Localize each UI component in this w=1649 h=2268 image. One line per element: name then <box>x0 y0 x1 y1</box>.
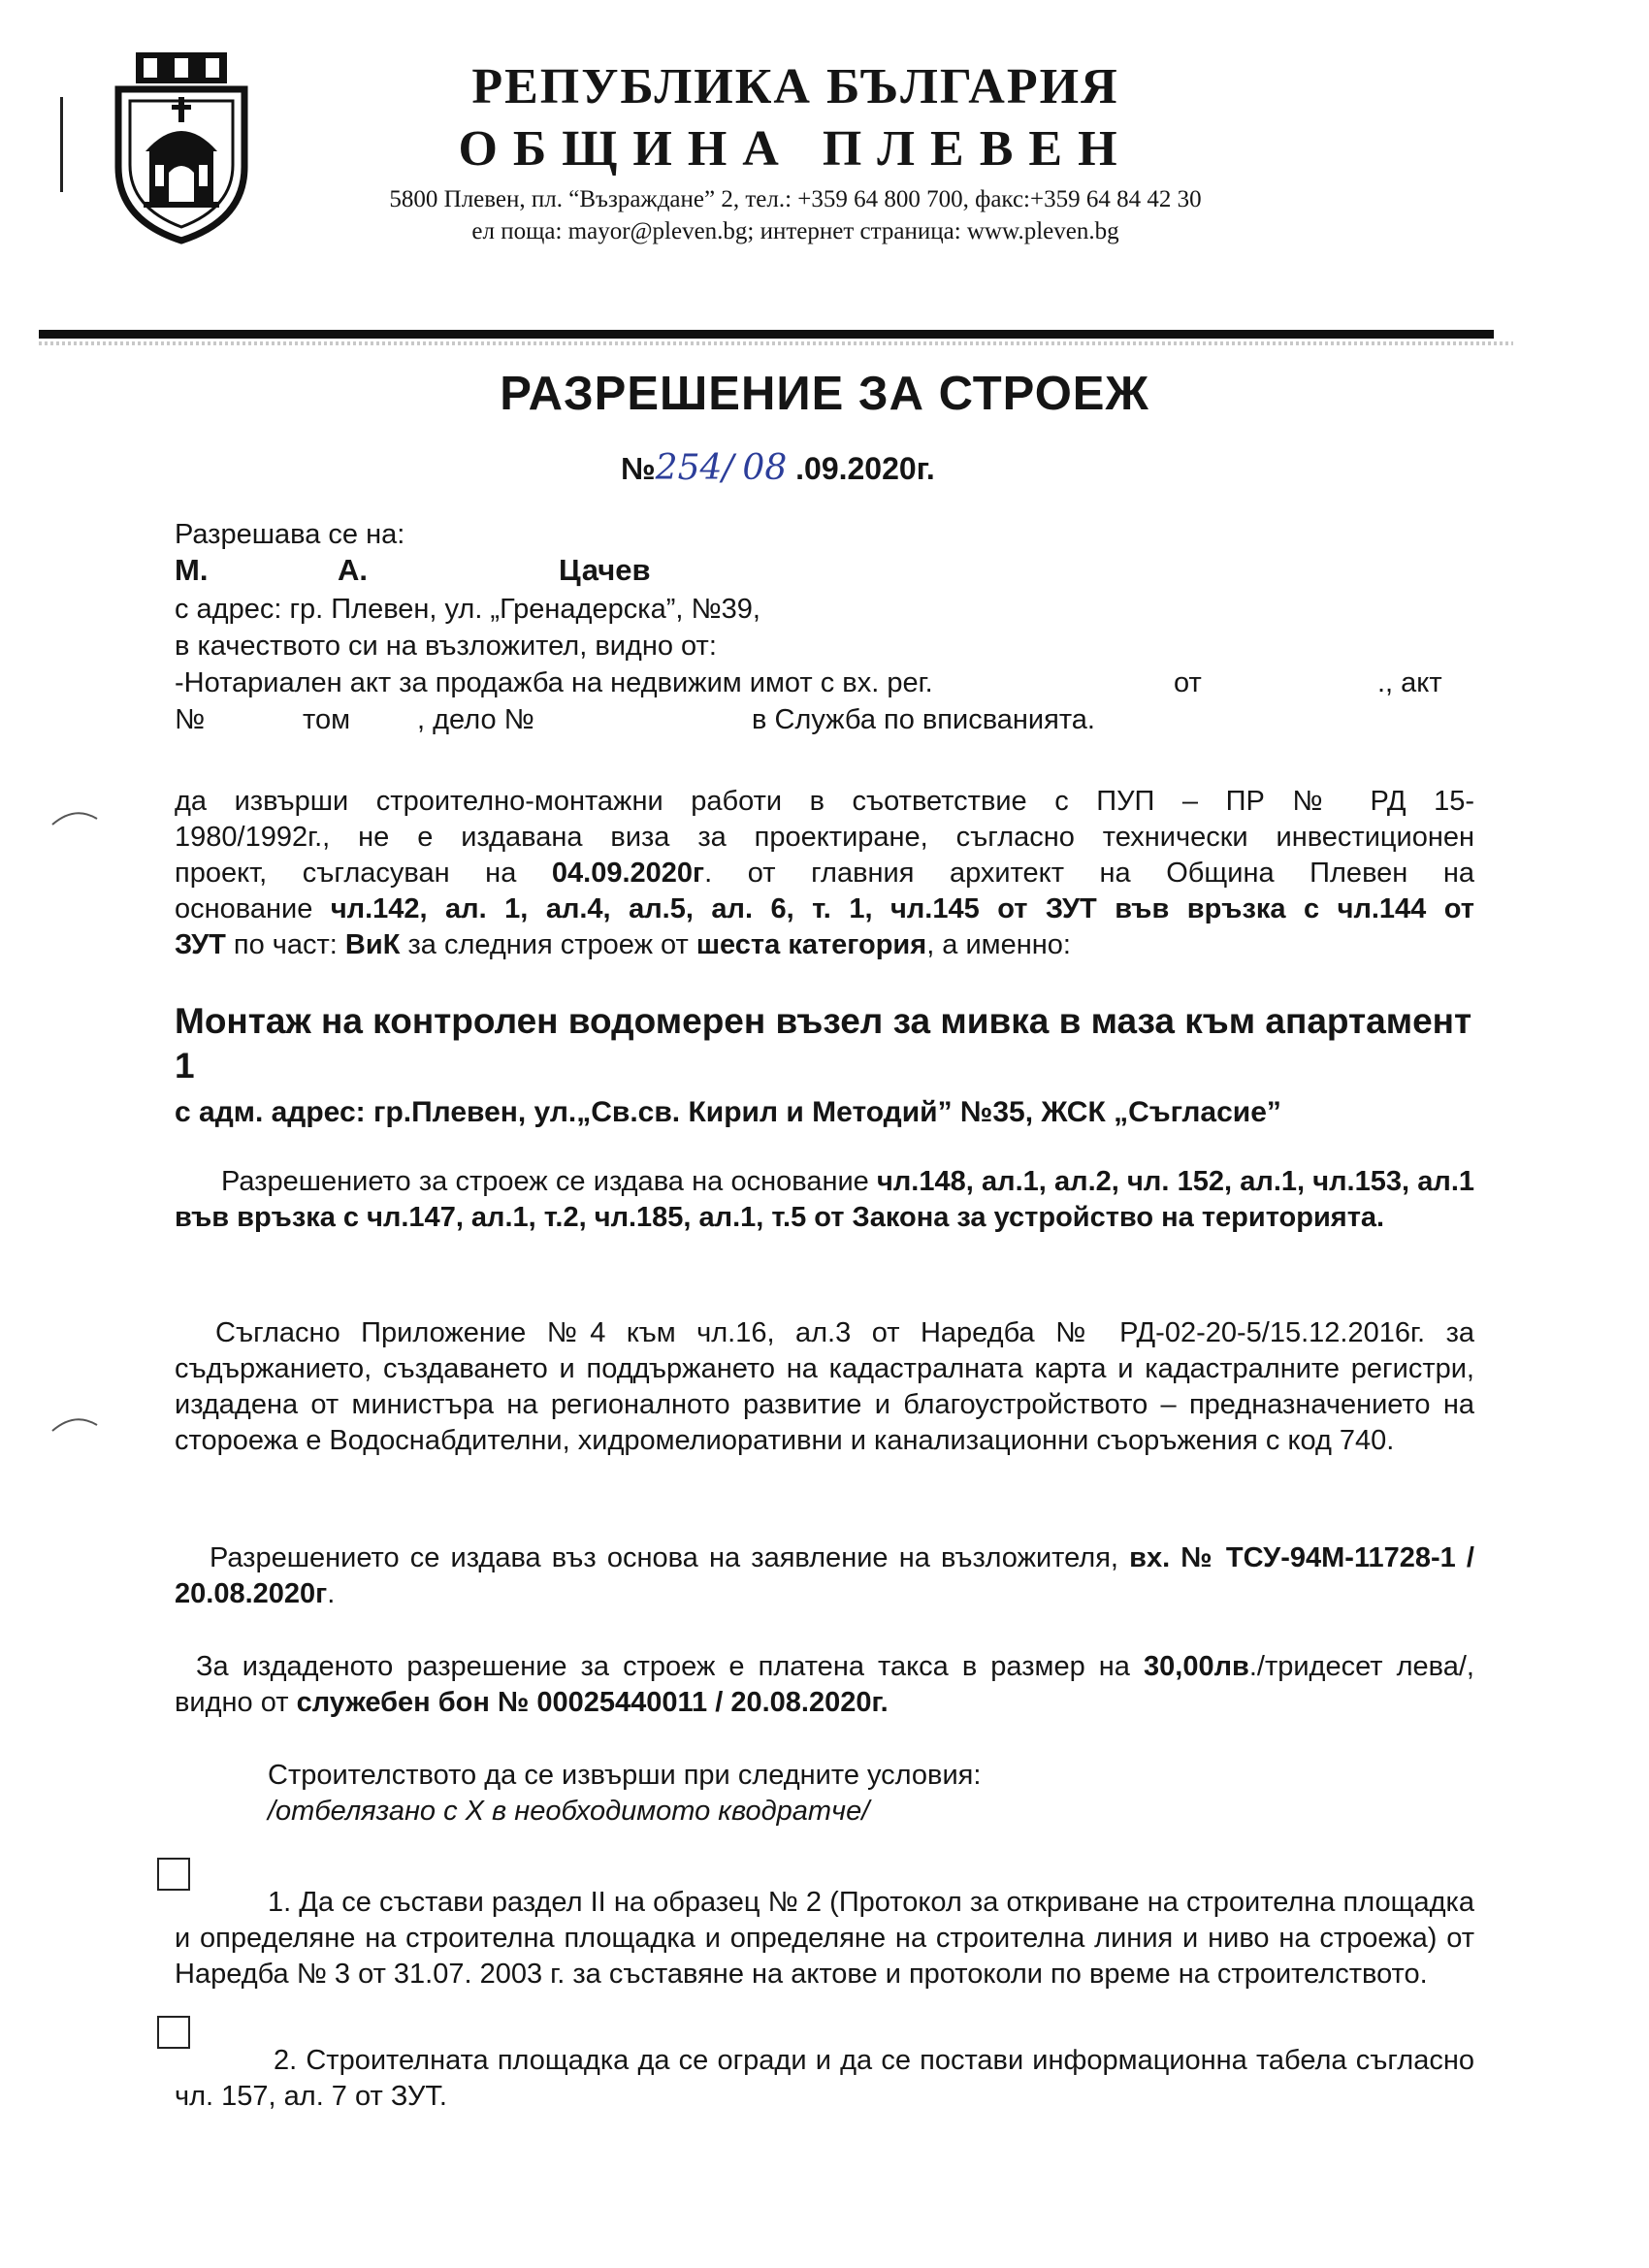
header-divider-dotted <box>39 341 1513 345</box>
grant-intro: Разрешава се на: <box>175 519 405 550</box>
scope-line-4-text: основание <box>175 893 331 924</box>
deed-line-2-volume: том <box>303 704 351 735</box>
fee-amount: 30,00лв <box>1144 1651 1249 1682</box>
application-end: . <box>327 1578 336 1609</box>
law-abbr: ЗУТ <box>175 929 226 960</box>
legal-basis-articles: чл.142, ал. 1, ал.4, ал.5, ал. 6, т. 1, чл.145 от ЗУТ във връзка с чл.144 от <box>330 893 1474 924</box>
deed-line-1-act: ., акт <box>1377 667 1442 698</box>
scope-line-3-rest: . от главния архитект на Община Плевен на <box>704 858 1474 889</box>
grantee-capacity: в качеството си на възложител, видно от: <box>175 631 717 662</box>
margin-mark <box>60 97 63 192</box>
scope-category-label: за следния строеж от <box>400 929 696 960</box>
number-prefix: № <box>621 451 656 486</box>
grantee-middle-name: А. <box>338 553 368 587</box>
punch-hole-mark-icon <box>50 1411 99 1433</box>
condition-2-text: 2. Строителната площадка да се огради и да се постави информационна табела съгласно чл. 157, ал. 7 от ЗУТ. <box>175 2045 1474 2112</box>
fee-words: ./тридесет лева/, видно от <box>175 1651 1474 1718</box>
document-title: РАЗРЕШЕНИЕ ЗА СТРОЕЖ <box>500 368 1149 420</box>
work-address: с адм. адрес: гр.Плевен, ул.„Св.св. Кирил и Методий” №35, ЖСК „Съгласие” <box>175 1096 1281 1128</box>
scope-part: ВиК <box>344 929 401 960</box>
application-text: Разрешението се издава въз основа на заявление на възложителя, <box>210 1542 1130 1573</box>
municipality-contacts: ел поща: mayor@pleven.bg; интернет страница: www.pleven.bg <box>471 218 1119 244</box>
condition-1-text: 1. Да се състави раздел II на образец № 2 (Протокол за откриване на строителна площадка и определяне на строителна площадка и определяне на строителна линия и ниво на строежа) от Наредба № 3 от 31.07. 2003 г. за съставяне на актове и протоколи по време на строителството. <box>175 1887 1474 1990</box>
scope-line-5 <box>175 927 1071 962</box>
handwritten-number: 254 <box>655 448 723 488</box>
issuance-basis <box>175 1164 1474 1236</box>
conditions-note: /отбелязано с Х в необходимото кводратче/ <box>268 1796 870 1827</box>
grantee-address: с адрес: гр. Плевен, ул. „Гренадерска”, №39, <box>175 594 760 625</box>
punch-hole-mark-icon <box>50 805 99 826</box>
document-number <box>621 448 935 488</box>
deed-line-1: -Нотариален акт за продажба на недвижим имот с вх. рег. <box>175 667 933 698</box>
scope-line-5-end: , а именно: <box>926 929 1071 960</box>
deed-line-2-registry: в Служба по вписванията. <box>752 704 1095 735</box>
municipality-address: 5800 Плевен, пл. “Възраждане” 2, тел.: +359 64 800 700, факс:+359 64 84 42 30 <box>389 186 1202 212</box>
approval-date: 04.09.2020г <box>551 858 705 889</box>
scope-line-4 <box>175 891 1474 926</box>
grantee-first-name: М. <box>175 553 209 587</box>
conditions-heading: Строителството да се извърши при следните условия: <box>268 1760 982 1791</box>
deed-line-2-no: № <box>175 704 206 735</box>
work-title: Монтаж на контролен водомерен възел за мивка в маза към апартамент 1 <box>175 1001 1472 1085</box>
scope-line-1: да извърши строително-монтажни работи в съответствие с ПУП – ПР № РД 15- <box>175 786 1474 817</box>
header-divider <box>39 330 1494 339</box>
fee-text: За издаденото разрешение за строеж е платена такса в размер на <box>196 1651 1144 1682</box>
fee-paragraph <box>175 1649 1474 1721</box>
issuance-basis-articles: чл.148, ал.1, ал.2, чл. 152, ал.1, чл.153, ал.1 във връзка с чл.147, ал.1, т.2, чл.185, ал.1, т.5 от Закона за устройство на територията. <box>175 1166 1475 1233</box>
country-name: РЕПУБЛИКА БЪЛГАРИЯ <box>471 59 1119 114</box>
scope-part-label: по част: <box>225 929 345 960</box>
issuance-basis-text: Разрешението за строеж се издава на основание <box>221 1166 878 1197</box>
application-reference: вх. № ТСУ-94М-11728-1 / 20.08.2020г <box>175 1542 1474 1609</box>
number-separator: / <box>722 448 734 488</box>
deed-line-2-case: , дело № <box>417 704 534 735</box>
application-paragraph <box>175 1540 1474 1612</box>
pleven-coat-of-arms-icon <box>109 50 254 244</box>
construction-category: шеста категория <box>695 929 927 960</box>
scope-line-2: 1980/1992г., не е издавана виза за проектиране, съгласно технически инвестиционен <box>175 822 1474 853</box>
date-suffix: .09.2020г. <box>795 451 935 486</box>
classification-paragraph: Съгласно Приложение №4 към чл.16, ал.3 от Наредба № РД-02-20-5/15.12.2016г. за съдържанието, създаването и поддържането на кадастралната карта и кадастралните регистри, издадена от министъра на регионалното развитие и благоустройството – предназначението на стороежа е Водоснабдителни, хидромелиоративни и канализационни съоръжения с код 740. <box>175 1317 1474 1456</box>
scope-line-3 <box>175 856 1474 891</box>
handwritten-day: 08 <box>742 448 788 488</box>
grantee-last-name: Цачев <box>559 553 651 587</box>
scope-line-3-text: проект, съгласуван на <box>175 858 552 889</box>
municipality-name: ОБЩИНА ПЛЕВЕН <box>458 121 1133 177</box>
deed-line-1-from: от <box>1174 667 1202 698</box>
fee-receipt: служебен бон № 00025440011 / 20.08.2020г. <box>296 1687 889 1718</box>
